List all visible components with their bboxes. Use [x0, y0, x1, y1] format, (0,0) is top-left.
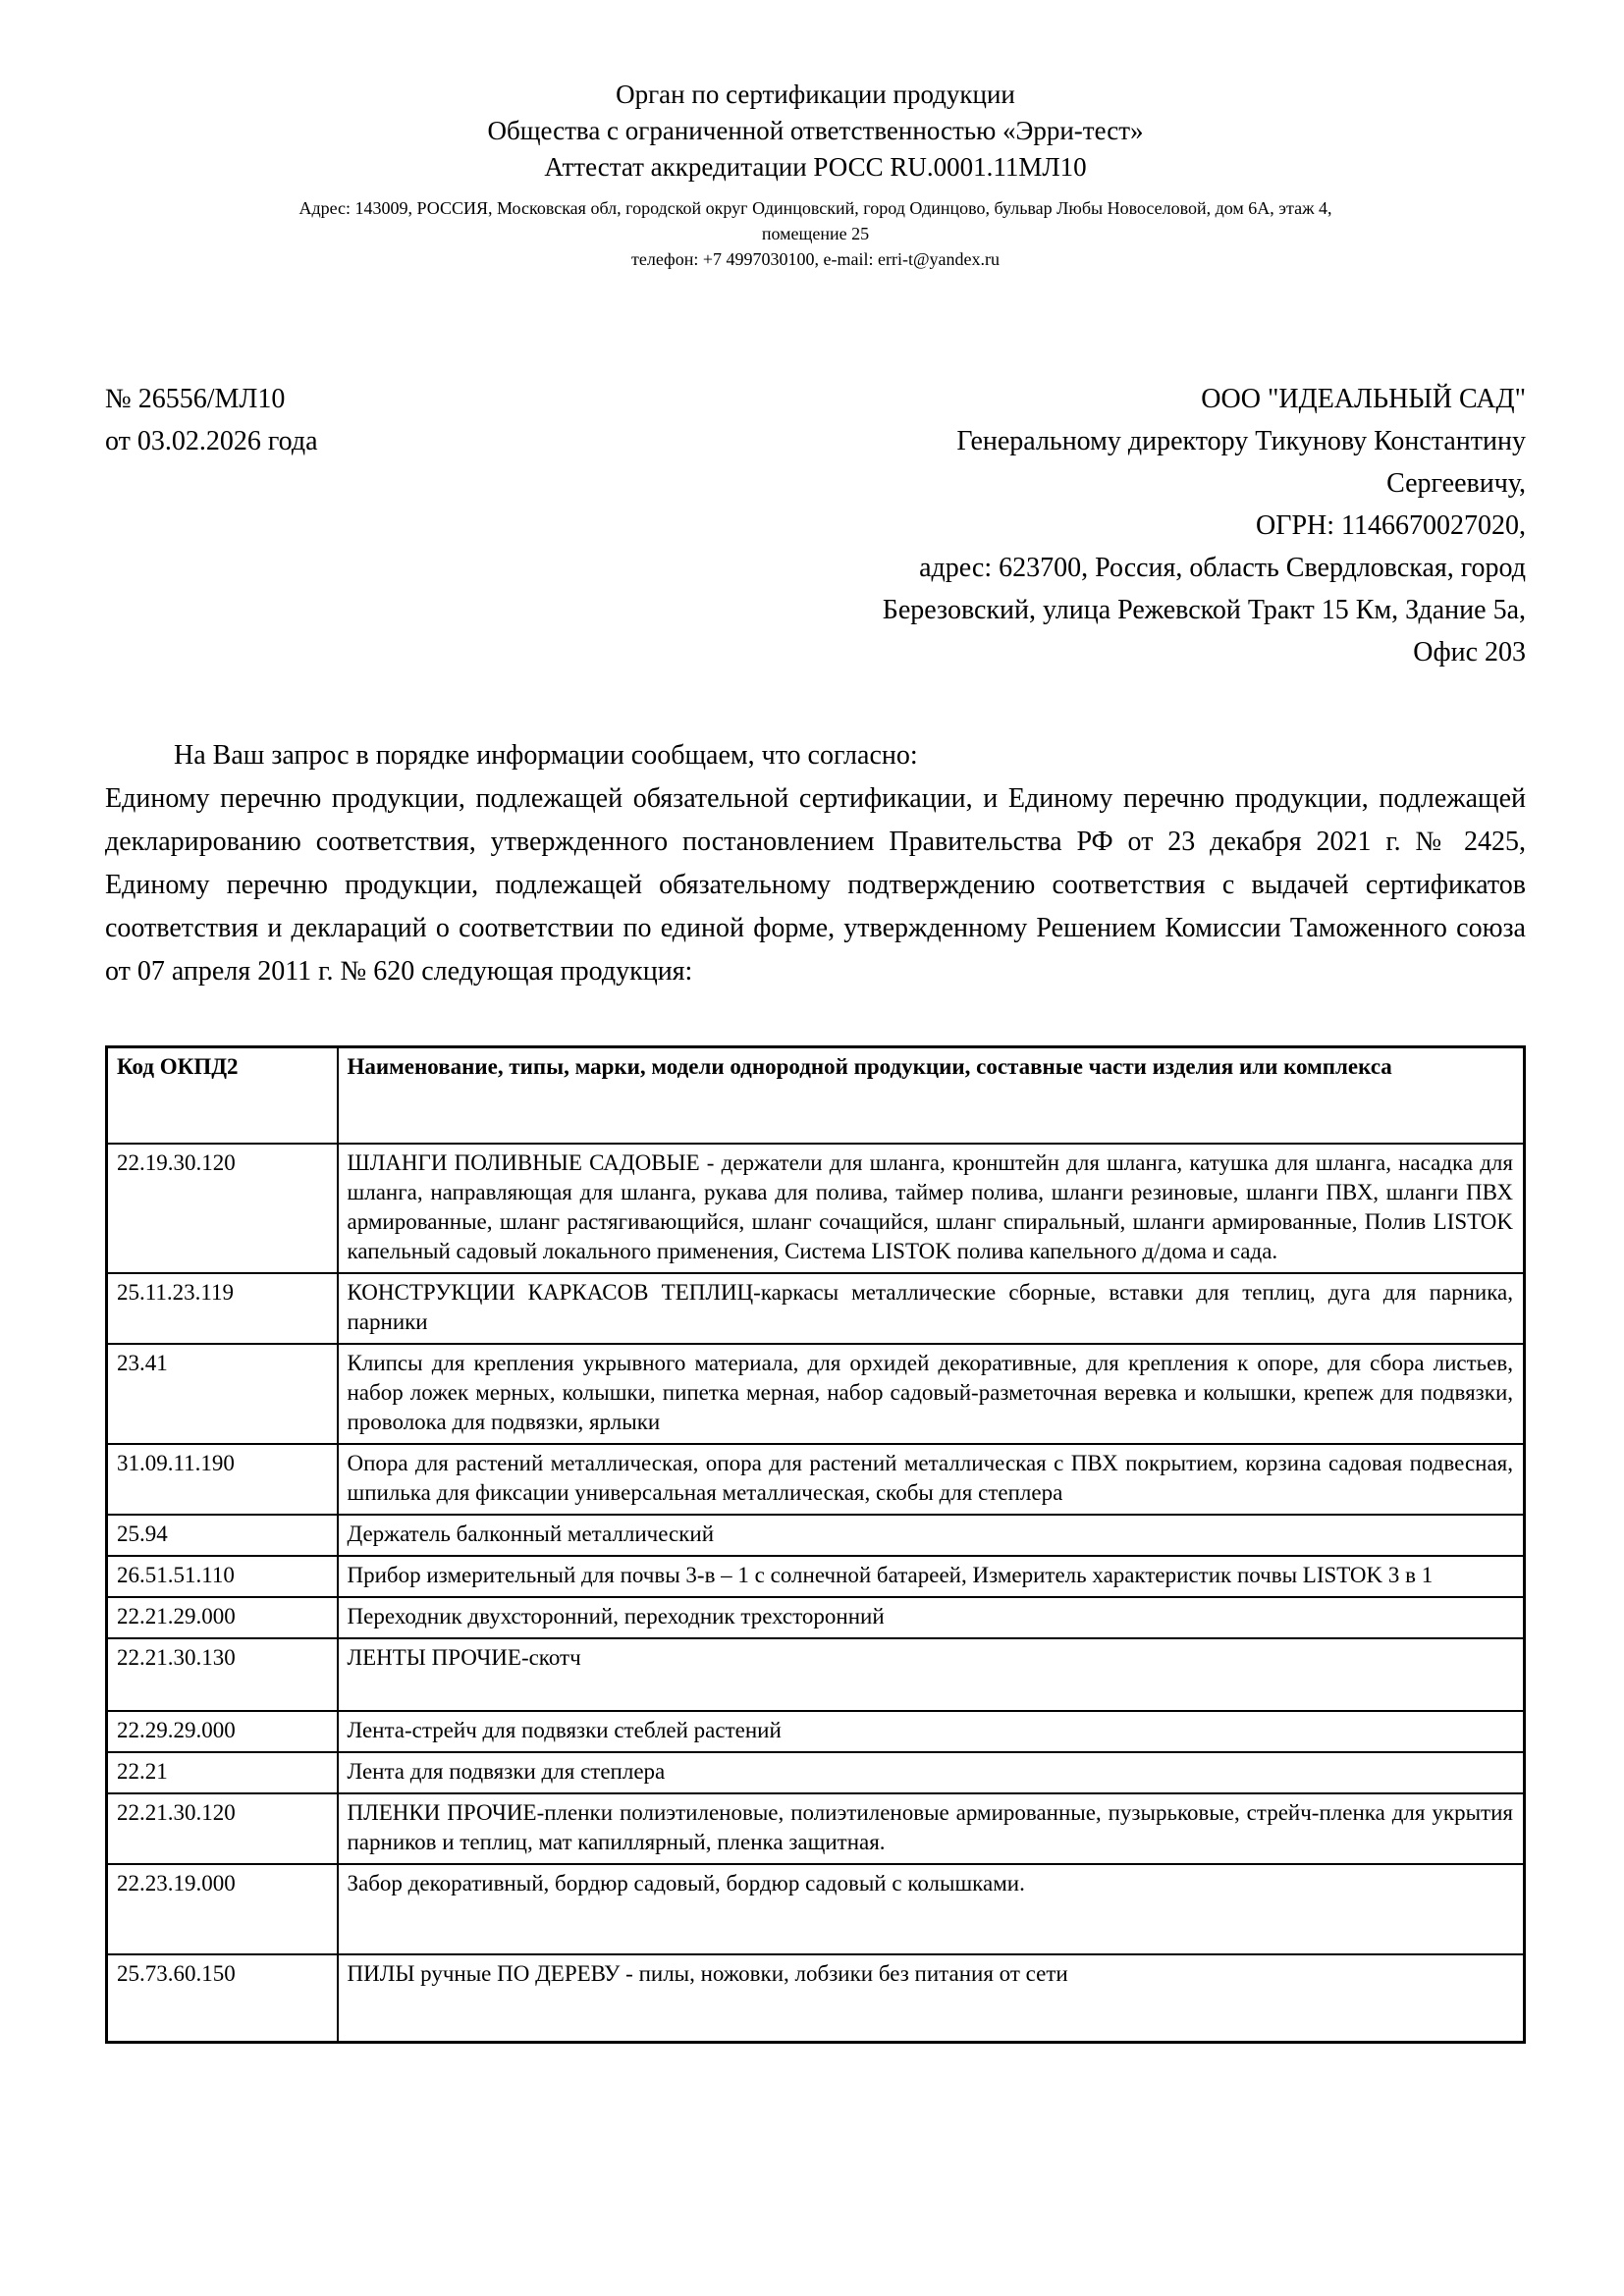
- table-header-row: [107, 1047, 1525, 1144]
- table-row: [107, 1752, 1525, 1793]
- letterhead: [105, 77, 1526, 272]
- letterhead-address-line2: помещение 25: [761, 224, 870, 243]
- body-paragraph: Единому перечню продукции, подлежащей обязательной сертификации, и Единому перечню продукции, подлежащей декларированию соответствия, утвержденного постановлением Правительства РФ от 23 декабря 2021 г. № 2425, Единому перечню продукции, подлежащей обязательному подтверждению соответствия с выдачей сертификатов соответствия и деклараций о соответствии по единой форме, утвержденному Решением Комиссии Таможенного союза от 07 апреля 2011 г. № 620 следующая продукция:: [105, 783, 1526, 987]
- okpd2-code-cell: 22.23.19.000: [107, 1864, 338, 1954]
- okpd2-code-cell: 25.73.60.150: [107, 1954, 338, 2043]
- okpd2-code-cell: 22.29.29.000: [107, 1711, 338, 1752]
- body-intro-line: На Ваш запрос в порядке информации сообщаем, что согласно:: [174, 740, 918, 771]
- letterhead-title-line1: Орган по сертификации продукции: [616, 80, 1015, 109]
- okpd2-code-cell: 31.09.11.190: [107, 1444, 338, 1515]
- recipient-line: Сергеевичу,: [1386, 468, 1526, 499]
- table-header-product-name: Наименование, типы, марки, модели однородной продукции, составные части изделия или комплекса: [338, 1047, 1525, 1144]
- product-name-cell: Лента-стрейч для подвязки стеблей растений: [338, 1711, 1525, 1752]
- letter-body: [105, 734, 1526, 993]
- product-name-cell: КОНСТРУКЦИИ КАРКАСОВ ТЕПЛИЦ-каркасы металлические сборные, вставки для теплиц, дуга для парника, парники: [338, 1273, 1525, 1344]
- reference-block: [105, 378, 318, 462]
- table-row: [107, 1273, 1525, 1344]
- table-row: [107, 1344, 1525, 1444]
- letterhead-address-line1: Адрес: 143009, РОССИЯ, Московская обл, городской округ Одинцовский, город Одинцово, бульвар Любы Новоселовой, дом 6А, этаж 4,: [298, 198, 1332, 218]
- table-row: [107, 1711, 1525, 1752]
- table-row: [107, 1515, 1525, 1556]
- table-row: [107, 1444, 1525, 1515]
- table-row: [107, 1597, 1525, 1638]
- product-name-cell: ПЛЕНКИ ПРОЧИЕ-пленки полиэтиленовые, полиэтиленовые армированные, пузырьковые, стрейч-пленка для укрытия парников и теплиц, мат капиллярный, пленка защитная.: [338, 1793, 1525, 1864]
- okpd2-code-cell: 23.41: [107, 1344, 338, 1444]
- okpd2-code-cell: 22.21.29.000: [107, 1597, 338, 1638]
- recipient-line: Генеральному директору Тикунову Константину: [956, 426, 1526, 456]
- product-name-cell: ШЛАНГИ ПОЛИВНЫЕ САДОВЫЕ - держатели для шланга, кронштейн для шланга, катушка для шланга, насадка для шланга, направляющая для шланга, рукава для полива, таймер полива, шланги резиновые, шланги ПВХ, шланги ПВХ армированные, шланг растягивающийся, шланг сочащийся, шланг спиральный, шланги армированные, Полив LISTOK капельный садовый локального применения, Система LISTOK полива капельного д/дома и сада.: [338, 1144, 1525, 1273]
- table-row: [107, 1793, 1525, 1864]
- okpd2-code-cell: 25.94: [107, 1515, 338, 1556]
- table-row: [107, 1556, 1525, 1597]
- okpd2-code-cell: 22.19.30.120: [107, 1144, 338, 1273]
- product-name-cell: Забор декоративный, бордюр садовый, бордюр садовый с колышками.: [338, 1864, 1525, 1954]
- table-row: [107, 1638, 1525, 1711]
- okpd2-code-cell: 22.21: [107, 1752, 338, 1793]
- recipient-line: ОГРН: 1146670027020,: [1256, 510, 1526, 541]
- product-name-cell: ПИЛЫ ручные ПО ДЕРЕВУ - пилы, ножовки, лобзики без питания от сети: [338, 1954, 1525, 2043]
- reference-date: от 03.02.2026 года: [105, 426, 318, 456]
- reference-and-recipient-row: [105, 378, 1526, 673]
- product-name-cell: Держатель балконный металлический: [338, 1515, 1525, 1556]
- okpd2-code-cell: 22.21.30.120: [107, 1793, 338, 1864]
- table-header-okpd2-code: Код ОКПД2: [107, 1047, 338, 1144]
- okpd2-code-cell: 22.21.30.130: [107, 1638, 338, 1711]
- product-name-cell: Переходник двухсторонний, переходник трехсторонний: [338, 1597, 1525, 1638]
- table-row: [107, 1954, 1525, 2043]
- okpd2-code-cell: 25.11.23.119: [107, 1273, 338, 1344]
- recipient-block: [613, 378, 1526, 673]
- recipient-line: ООО "ИДЕАЛЬНЫЙ САД": [1201, 384, 1526, 414]
- letterhead-contact-line: телефон: +7 4997030100, e-mail: erri-t@yandex.ru: [631, 249, 1000, 269]
- product-name-cell: ЛЕНТЫ ПРОЧИЕ-скотч: [338, 1638, 1525, 1711]
- reference-number: № 26556/МЛ10: [105, 384, 286, 414]
- product-name-cell: Прибор измерительный для почвы 3-в – 1 с солнечной батареей, Измеритель характеристик почвы LISTOK 3 в 1: [338, 1556, 1525, 1597]
- products-table-body: [107, 1144, 1525, 2043]
- letterhead-title-line2: Общества с ограниченной ответственностью «Эрри-тест»: [487, 116, 1144, 145]
- recipient-line: Офис 203: [1413, 637, 1526, 667]
- recipient-line: Березовский, улица Режевской Тракт 15 Км, Здание 5а,: [882, 595, 1526, 625]
- product-name-cell: Клипсы для крепления укрывного материала, для орхидей декоративные, для крепления к опоре, для сбора листьев, набор ложек мерных, колышки, пипетка мерная, набор садовый-разметочная веревка и колышки, крепеж для подвязки, проволока для подвязки, ярлыки: [338, 1344, 1525, 1444]
- product-name-cell: Опора для растений металлическая, опора для растений металлическая с ПВХ покрытием, корзина садовая подвесная, шпилька для фиксации универсальная металлическая, скобы для степлера: [338, 1444, 1525, 1515]
- table-row: [107, 1864, 1525, 1954]
- products-table: [105, 1045, 1526, 2044]
- letterhead-address: [105, 195, 1526, 272]
- product-name-cell: Лента для подвязки для степлера: [338, 1752, 1525, 1793]
- recipient-line: адрес: 623700, Россия, область Свердловская, город: [919, 553, 1526, 583]
- table-row: [107, 1144, 1525, 1273]
- okpd2-code-cell: 26.51.51.110: [107, 1556, 338, 1597]
- products-table-header: [107, 1047, 1525, 1144]
- letterhead-title-line3: Аттестат аккредитации РОСС RU.0001.11МЛ10: [544, 152, 1087, 182]
